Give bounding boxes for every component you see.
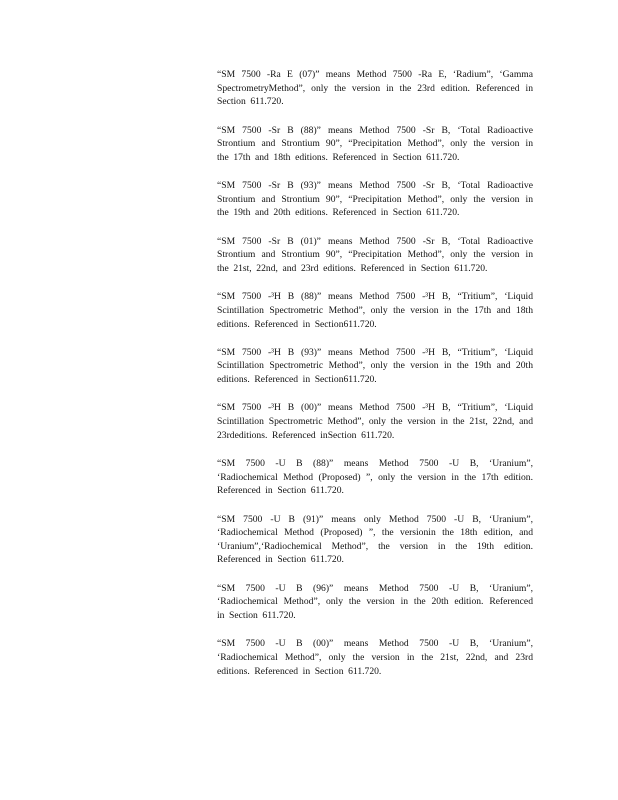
definition-paragraph: “SM 7500 -U B (88)” means Method 7500 -U B, ‘Uranium”, ‘Radiochemical Method (Proposed) ”, only the version in the 17th edition. Referenced in Section 611.720. xyxy=(217,458,533,497)
definition-paragraph: “SM 7500 -³H B (88)” means Method 7500 -³H B, “Tritium”, ‘Liquid Scintillation Spectrometric Method”, only the version in the 17th and 18th editions. Referenced in Section611.720. xyxy=(217,291,533,330)
definition-paragraph: “SM 7500 -Sr B (01)” means Method 7500 -Sr B, ‘Total Radioactive Strontium and Strontium 90”, “Precipitation Method”, only the version in the 21st, 22nd, and 23rd editions. Referenced in Section 611.720. xyxy=(217,235,533,274)
definition-paragraph: “SM 7500 -Sr B (93)” means Method 7500 -Sr B, ‘Total Radioactive Strontium and Strontium 90”, “Precipitation Method”, only the version in the 19th and 20th editions. Referenced in Section 611.720. xyxy=(217,180,533,219)
definitions-column xyxy=(217,68,533,678)
definition-paragraph: “SM 7500 -Sr B (88)” means Method 7500 -Sr B, ‘Total Radioactive Strontium and Strontium 90”, “Precipitation Method”, only the version in the 17th and 18th editions. Referenced in Section 611.720. xyxy=(217,124,533,163)
definition-paragraph: “SM 7500 -U B (96)” means Method 7500 -U B, ‘Uranium”, ‘Radiochemical Method”, only the version in the 20th edition. Referenced in Section 611.720. xyxy=(217,582,533,621)
definition-paragraph: “SM 7500 -³H B (00)” means Method 7500 -³H B, “Tritium”, ‘Liquid Scintillation Spectrometric Method”, only the version in the 21st, 22nd, and 23rdeditions. Referenced inSection 611.720. xyxy=(217,402,533,441)
definition-paragraph: “SM 7500 -U B (91)” means only Method 7500 -U B, ‘Uranium”, ‘Radiochemical Method (Proposed) ”, the versionin the 18th edition, and ‘Uranium”,‘Radiochemical Method”, the version in the 19th edition. Referenced in Section 611.720. xyxy=(217,513,533,566)
definition-paragraph: “SM 7500 -Ra E (07)” means Method 7500 -Ra E, ‘Radium”, ‘Gamma SpectrometryMethod”, only the version in the 23rd edition. Referenced in Section 611.720. xyxy=(217,69,533,108)
definition-paragraph: “SM 7500 -U B (00)” means Method 7500 -U B, ‘Uranium”, ‘Radiochemical Method”, only the version in the 21st, 22nd, and 23rd editions. Referenced in Section 611.720. xyxy=(217,638,533,677)
definition-paragraph: “SM 7500 -³H B (93)” means Method 7500 -³H B, “Tritium”, ‘Liquid Scintillation Spectrometric Method”, only the version in the 19th and 20th editions. Referenced in Section611.720. xyxy=(217,346,533,386)
